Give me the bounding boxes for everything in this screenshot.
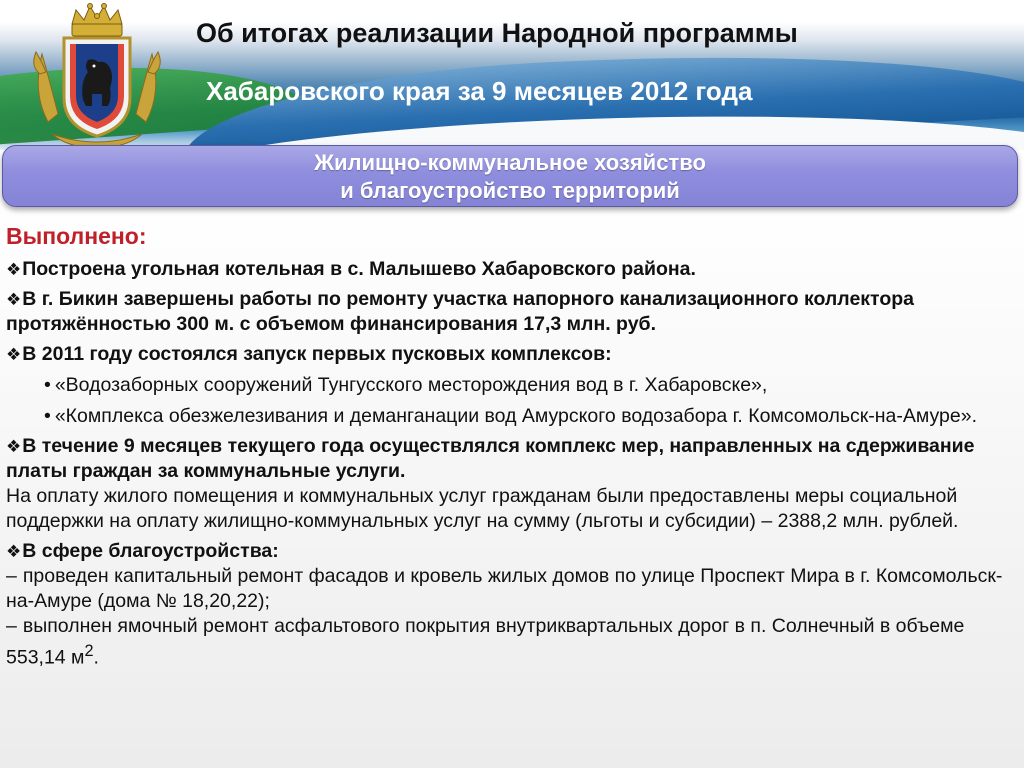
section-heading-line2: и благоустройство территорий [340,178,680,203]
dash-line [6,564,1016,614]
diamond-bullet-icon: ❖ [6,260,22,279]
diamond-bullet-icon: ❖ [6,437,22,456]
dot-bullet-icon: • [44,405,51,427]
item-text: В г. Бикин завершены работы по ремонту участка напорного канализационного коллектора протяжённостью 300 м. с объемом финансирования 17,3 млн. руб. [6,288,915,335]
slide-title-line2: Хабаровского края за 9 месяцев 2012 года [206,76,753,106]
slide-content [6,220,1016,671]
superscript-two: 2 [84,642,94,660]
dash-line [6,614,1016,671]
diamond-bullet-icon: ❖ [6,542,22,561]
list-item [6,287,1016,337]
list-item [6,539,1016,671]
item-text: В сфере благоустройства: [22,540,279,562]
item-text: В течение 9 месяцев текущего года осуществлялся комплекс мер, направленных на сдерживание платы граждан за коммунальные услуги. [6,435,975,482]
item-description: На оплату жилого помещения и коммунальных услуг гражданам были предоставлены меры социальной поддержки на оплату жилищно-коммунальных услуг на сумму (льготы и субсидии) – 2388,2 млн. рублей. [6,485,959,532]
list-item [6,342,1016,367]
list-item [6,257,1016,282]
sub-item-text: «Комплекса обезжелезивания и деманганации вод Амурского водозабора г. Комсомольск-на-Амуре». [54,405,978,427]
diamond-bullet-icon: ❖ [6,345,22,364]
completed-label: Выполнено: [6,223,147,249]
dot-bullet-icon: • [44,374,51,396]
item-text: В 2011 году состоялся запуск первых пусковых комплексов: [22,343,612,365]
item-text: Построена угольная котельная в с. Малышево Хабаровского района. [22,258,696,280]
section-heading-line1: Жилищно-коммунальное хозяйство [314,150,706,175]
slide-title-line1: Об итогах реализации Народной программы [196,18,798,48]
dash-bullet-icon: – [6,615,17,637]
sub-list-item [6,373,1016,398]
dash-bullet-icon: – [6,565,17,587]
dash-line-text: выполнен ямочный ремонт асфальтового покрытия внутриквартальных дорог в п. Солнечный в объеме 553,14 м [6,615,965,669]
dash-line-text: проведен капитальный ремонт фасадов и кровель жилых домов по улице Проспект Мира в г. Комсомольск-на-Амуре (дома № 18,20,22); [6,565,1003,612]
sub-item-text: «Водозаборных сооружений Тунгусского месторождения вод в г. Хабаровске», [54,374,768,396]
khabarovsk-coat-of-arms-icon [28,2,166,150]
dash-line-end: . [93,646,99,669]
diamond-bullet-icon: ❖ [6,290,22,309]
section-heading-bar [2,145,1018,207]
sub-list-item [6,404,1016,429]
list-item [6,434,1016,534]
